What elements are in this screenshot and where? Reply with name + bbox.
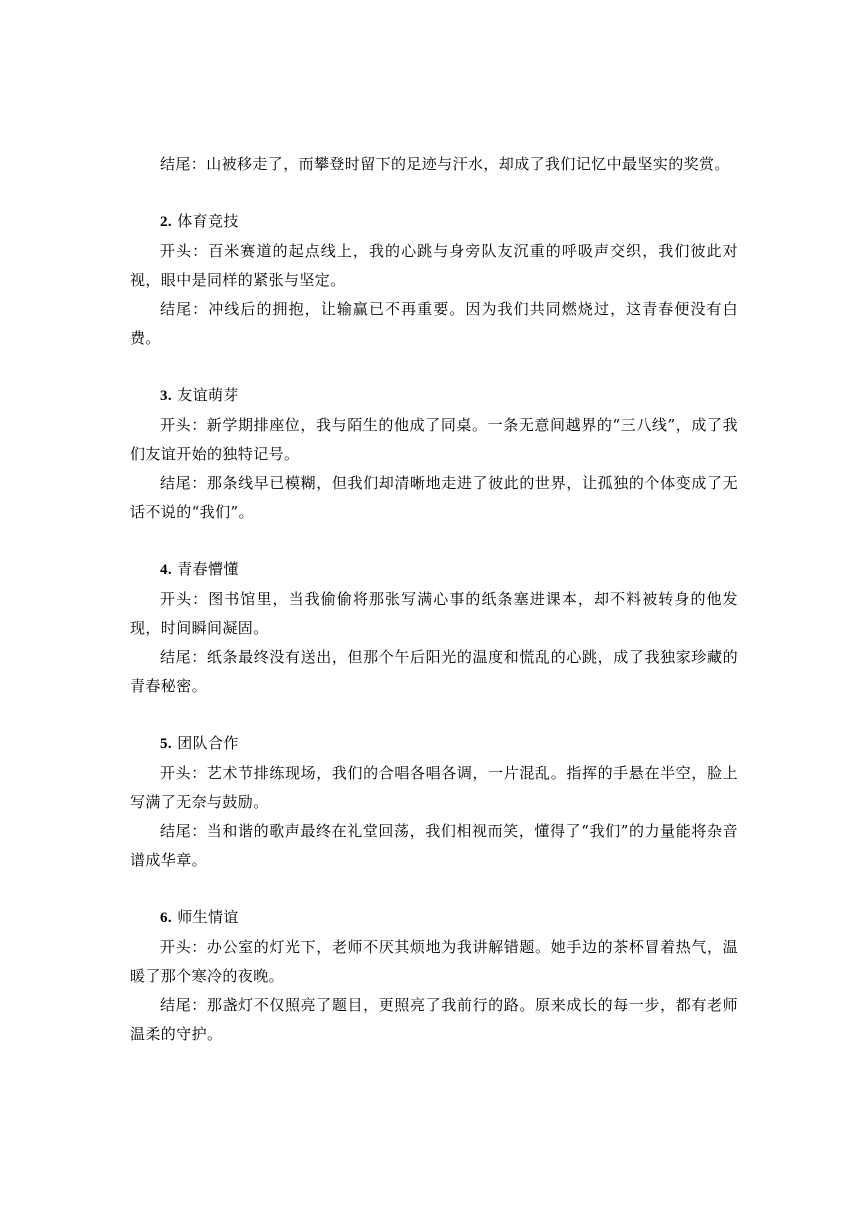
- section-number: 5.: [160, 736, 173, 752]
- section-title: 友谊萌芽: [177, 386, 239, 404]
- section-teamwork: [130, 729, 738, 875]
- document-content: [130, 150, 738, 1049]
- section-title: 体育竞技: [177, 212, 239, 230]
- section-ending: 结尾：那条线早已模糊，但我们却清晰地走进了彼此的世界，让孤独的个体变成了无话不说的“我们”。: [130, 474, 738, 521]
- section-opening: 开头：新学期排座位，我与陌生的他成了同桌。一条无意间越界的“三八线”，成了我们友谊开始的独特记号。: [130, 416, 738, 463]
- section-heading: [130, 381, 738, 411]
- section-opening: 开头：百米赛道的起点线上，我的心跳与身旁队友沉重的呼吸声交织，我们彼此对视，眼中是同样的紧张与坚定。: [130, 242, 738, 289]
- section-number: 4.: [160, 562, 173, 578]
- section-heading: [130, 207, 738, 237]
- section-ending: 结尾：那盏灯不仅照亮了题目，更照亮了我前行的路。原来成长的每一步，都有老师温柔的守护。: [130, 996, 738, 1043]
- section-number: 3.: [160, 388, 173, 404]
- section-opening: 开头：图书馆里，当我偷偷将那张写满心事的纸条塞进课本，却不料被转身的他发现，时间瞬间凝固。: [130, 590, 738, 637]
- section-number: 6.: [160, 910, 173, 926]
- section-number: 2.: [160, 214, 173, 230]
- section-title: 团队合作: [177, 734, 239, 752]
- section-title: 青春懵懂: [177, 560, 239, 578]
- section-teacher: [130, 903, 738, 1049]
- section-opening: 开头：办公室的灯光下，老师不厌其烦地为我讲解错题。她手边的茶杯冒着热气，温暖了那个寒冷的夜晚。: [130, 938, 738, 985]
- section-heading: [130, 729, 738, 759]
- section-title: 师生情谊: [177, 908, 239, 926]
- section-ending: 结尾：当和谐的歌声最终在礼堂回荡，我们相视而笑，懂得了“我们”的力量能将杂音谱成华章。: [130, 822, 738, 869]
- intro-ending: 结尾：山被移走了，而攀登时留下的足迹与汗水，却成了我们记忆中最坚实的奖赏。: [160, 155, 730, 173]
- section-youth: [130, 555, 738, 701]
- section-heading: [130, 903, 738, 933]
- section-heading: [130, 555, 738, 585]
- section-opening: 开头：艺术节排练现场，我们的合唱各唱各调，一片混乱。指挥的手悬在半空，脸上写满了无奈与鼓励。: [130, 764, 738, 811]
- section-sports: [130, 207, 738, 353]
- section-ending: 结尾：冲线后的拥抱，让输赢已不再重要。因为我们共同燃烧过，这青春便没有白费。: [130, 300, 738, 347]
- section-friendship: [130, 381, 738, 527]
- section-ending: 结尾：纸条最终没有送出，但那个午后阳光的温度和慌乱的心跳，成了我独家珍藏的青春秘密。: [130, 648, 738, 695]
